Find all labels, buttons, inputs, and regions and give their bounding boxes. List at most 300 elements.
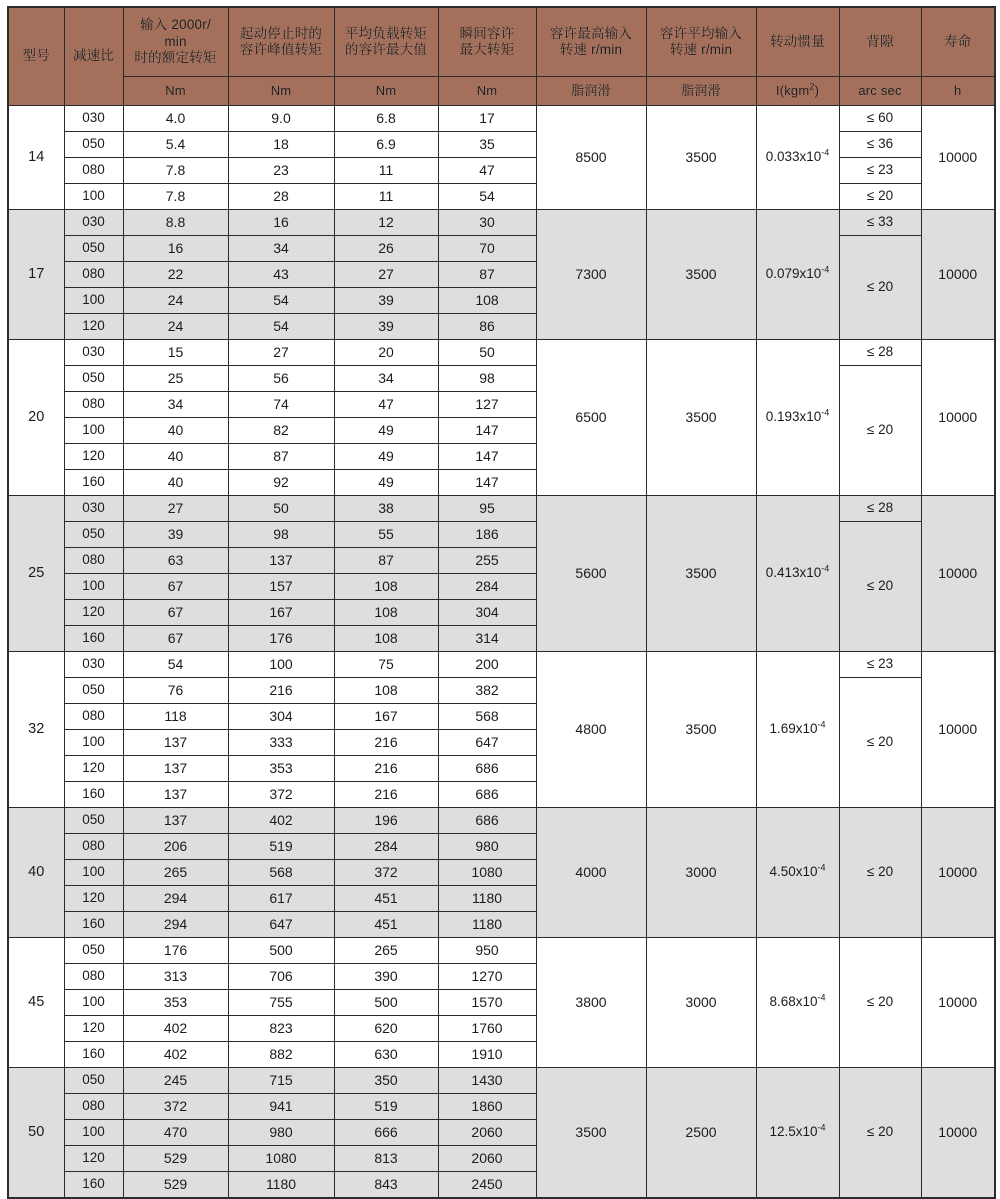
cell-rated-torque: 39 xyxy=(123,522,228,548)
cell-momentary-max-torque: 95 xyxy=(438,496,536,522)
unit-inertia: I(kgm$^2$) xyxy=(756,77,839,106)
cell-rated-torque: 67 xyxy=(123,574,228,600)
header-inertia: 转动惯量 xyxy=(756,7,839,77)
cell-momentary-max-torque: 314 xyxy=(438,626,536,652)
cell-max-input-speed: 7300 xyxy=(536,210,646,340)
cell-avg-load-torque: 350 xyxy=(334,1068,438,1094)
cell-ratio: 080 xyxy=(64,1094,123,1120)
cell-rated-torque: 4.0 xyxy=(123,106,228,132)
unit-peak-torque: Nm xyxy=(228,77,334,106)
cell-ratio: 050 xyxy=(64,1068,123,1094)
cell-rated-torque: 54 xyxy=(123,652,228,678)
cell-life: 10000 xyxy=(921,808,995,938)
cell-rated-torque: 206 xyxy=(123,834,228,860)
cell-peak-torque: 980 xyxy=(228,1120,334,1146)
cell-ratio: 120 xyxy=(64,444,123,470)
cell-momentary-max-torque: 30 xyxy=(438,210,536,236)
cell-momentary-max-torque: 127 xyxy=(438,392,536,418)
cell-avg-load-torque: 390 xyxy=(334,964,438,990)
table-row xyxy=(8,652,995,678)
cell-rated-torque: 34 xyxy=(123,392,228,418)
cell-inertia: $1.69x10^{-4}$ xyxy=(756,652,839,808)
unit-max-input-speed: 脂润滑 xyxy=(536,77,646,106)
cell-peak-torque: 519 xyxy=(228,834,334,860)
table-header xyxy=(8,7,995,106)
cell-momentary-max-torque: 147 xyxy=(438,444,536,470)
cell-peak-torque: 27 xyxy=(228,340,334,366)
cell-peak-torque: 28 xyxy=(228,184,334,210)
cell-momentary-max-torque: 1430 xyxy=(438,1068,536,1094)
table-row xyxy=(8,1068,995,1094)
table-row xyxy=(8,236,995,262)
cell-momentary-max-torque: 255 xyxy=(438,548,536,574)
cell-inertia: $0.193x10^{-4}$ xyxy=(756,340,839,496)
cell-ratio: 120 xyxy=(64,314,123,340)
cell-ratio: 120 xyxy=(64,886,123,912)
unit-avg-load-torque: Nm xyxy=(334,77,438,106)
cell-inertia: $0.033x10^{-4}$ xyxy=(756,106,839,210)
cell-avg-load-torque: 75 xyxy=(334,652,438,678)
header-max-input-speed: 容许最高输入 转速 r/min xyxy=(536,7,646,77)
cell-avg-load-torque: 265 xyxy=(334,938,438,964)
cell-avg-load-torque: 216 xyxy=(334,730,438,756)
cell-peak-torque: 372 xyxy=(228,782,334,808)
cell-rated-torque: 137 xyxy=(123,782,228,808)
cell-ratio: 160 xyxy=(64,1172,123,1199)
cell-peak-torque: 92 xyxy=(228,470,334,496)
cell-peak-torque: 43 xyxy=(228,262,334,288)
cell-life: 10000 xyxy=(921,340,995,496)
cell-avg-load-torque: 372 xyxy=(334,860,438,886)
cell-ratio: 120 xyxy=(64,600,123,626)
header-model: 型号 xyxy=(8,7,64,106)
cell-peak-torque: 1080 xyxy=(228,1146,334,1172)
cell-peak-torque: 98 xyxy=(228,522,334,548)
cell-avg-input-speed: 3500 xyxy=(646,496,756,652)
cell-momentary-max-torque: 686 xyxy=(438,756,536,782)
cell-momentary-max-torque: 2060 xyxy=(438,1120,536,1146)
cell-momentary-max-torque: 54 xyxy=(438,184,536,210)
cell-inertia: $0.079x10^{-4}$ xyxy=(756,210,839,340)
cell-rated-torque: 25 xyxy=(123,366,228,392)
cell-momentary-max-torque: 17 xyxy=(438,106,536,132)
cell-avg-load-torque: 630 xyxy=(334,1042,438,1068)
cell-momentary-max-torque: 70 xyxy=(438,236,536,262)
header-life: 寿命 xyxy=(921,7,995,77)
cell-momentary-max-torque: 186 xyxy=(438,522,536,548)
cell-momentary-max-torque: 382 xyxy=(438,678,536,704)
cell-peak-torque: 9.0 xyxy=(228,106,334,132)
cell-momentary-max-torque: 1180 xyxy=(438,886,536,912)
cell-momentary-max-torque: 2450 xyxy=(438,1172,536,1199)
cell-momentary-max-torque: 200 xyxy=(438,652,536,678)
cell-peak-torque: 167 xyxy=(228,600,334,626)
cell-peak-torque: 333 xyxy=(228,730,334,756)
cell-ratio: 030 xyxy=(64,106,123,132)
cell-avg-load-torque: 38 xyxy=(334,496,438,522)
header-peak-torque: 起动停止时的 容许峰值转矩 xyxy=(228,7,334,77)
cell-backlash: ≤ 20 xyxy=(839,522,921,652)
cell-peak-torque: 137 xyxy=(228,548,334,574)
cell-rated-torque: 7.8 xyxy=(123,158,228,184)
cell-ratio: 030 xyxy=(64,210,123,236)
cell-avg-load-torque: 20 xyxy=(334,340,438,366)
cell-rated-torque: 470 xyxy=(123,1120,228,1146)
table-row xyxy=(8,132,995,158)
cell-rated-torque: 245 xyxy=(123,1068,228,1094)
cell-peak-torque: 353 xyxy=(228,756,334,782)
cell-avg-load-torque: 27 xyxy=(334,262,438,288)
cell-rated-torque: 294 xyxy=(123,886,228,912)
cell-backlash: ≤ 20 xyxy=(839,236,921,340)
cell-ratio: 050 xyxy=(64,132,123,158)
cell-rated-torque: 176 xyxy=(123,938,228,964)
cell-rated-torque: 372 xyxy=(123,1094,228,1120)
cell-momentary-max-torque: 1760 xyxy=(438,1016,536,1042)
cell-max-input-speed: 5600 xyxy=(536,496,646,652)
cell-avg-load-torque: 451 xyxy=(334,912,438,938)
cell-avg-load-torque: 108 xyxy=(334,600,438,626)
cell-avg-load-torque: 666 xyxy=(334,1120,438,1146)
cell-backlash: ≤ 20 xyxy=(839,1068,921,1199)
unit-momentary-max-torque: Nm xyxy=(438,77,536,106)
cell-ratio: 100 xyxy=(64,730,123,756)
cell-max-input-speed: 3500 xyxy=(536,1068,646,1199)
cell-life: 10000 xyxy=(921,1068,995,1199)
cell-ratio: 050 xyxy=(64,938,123,964)
cell-momentary-max-torque: 686 xyxy=(438,808,536,834)
cell-inertia: $8.68x10^{-4}$ xyxy=(756,938,839,1068)
cell-life: 10000 xyxy=(921,652,995,808)
cell-rated-torque: 16 xyxy=(123,236,228,262)
table-row xyxy=(8,808,995,834)
cell-ratio: 160 xyxy=(64,626,123,652)
cell-avg-load-torque: 843 xyxy=(334,1172,438,1199)
cell-peak-torque: 882 xyxy=(228,1042,334,1068)
cell-life: 10000 xyxy=(921,106,995,210)
cell-backlash: ≤ 20 xyxy=(839,184,921,210)
cell-avg-load-torque: 167 xyxy=(334,704,438,730)
cell-ratio: 080 xyxy=(64,158,123,184)
cell-avg-input-speed: 3500 xyxy=(646,652,756,808)
cell-momentary-max-torque: 47 xyxy=(438,158,536,184)
cell-rated-torque: 529 xyxy=(123,1146,228,1172)
cell-inertia: $0.413x10^{-4}$ xyxy=(756,496,839,652)
table-row xyxy=(8,678,995,704)
cell-momentary-max-torque: 1080 xyxy=(438,860,536,886)
cell-inertia: $12.5x10^{-4}$ xyxy=(756,1068,839,1199)
cell-avg-load-torque: 500 xyxy=(334,990,438,1016)
cell-ratio: 050 xyxy=(64,366,123,392)
cell-model: 40 xyxy=(8,808,64,938)
cell-ratio: 080 xyxy=(64,262,123,288)
cell-rated-torque: 40 xyxy=(123,418,228,444)
cell-model: 32 xyxy=(8,652,64,808)
cell-avg-load-torque: 47 xyxy=(334,392,438,418)
header-avg-input-speed: 容许平均输入 转速 r/min xyxy=(646,7,756,77)
cell-peak-torque: 755 xyxy=(228,990,334,1016)
cell-ratio: 100 xyxy=(64,990,123,1016)
cell-peak-torque: 23 xyxy=(228,158,334,184)
cell-avg-load-torque: 39 xyxy=(334,288,438,314)
cell-rated-torque: 402 xyxy=(123,1016,228,1042)
cell-momentary-max-torque: 950 xyxy=(438,938,536,964)
cell-peak-torque: 74 xyxy=(228,392,334,418)
cell-momentary-max-torque: 1860 xyxy=(438,1094,536,1120)
cell-momentary-max-torque: 647 xyxy=(438,730,536,756)
cell-ratio: 080 xyxy=(64,548,123,574)
cell-avg-load-torque: 108 xyxy=(334,626,438,652)
cell-peak-torque: 16 xyxy=(228,210,334,236)
cell-avg-load-torque: 87 xyxy=(334,548,438,574)
cell-avg-load-torque: 108 xyxy=(334,574,438,600)
cell-max-input-speed: 6500 xyxy=(536,340,646,496)
cell-model: 25 xyxy=(8,496,64,652)
cell-avg-load-torque: 451 xyxy=(334,886,438,912)
cell-momentary-max-torque: 1570 xyxy=(438,990,536,1016)
table-body xyxy=(8,106,995,1199)
cell-avg-load-torque: 6.8 xyxy=(334,106,438,132)
cell-ratio: 080 xyxy=(64,704,123,730)
cell-avg-input-speed: 2500 xyxy=(646,1068,756,1199)
cell-ratio: 030 xyxy=(64,496,123,522)
cell-rated-torque: 40 xyxy=(123,470,228,496)
cell-avg-load-torque: 49 xyxy=(334,418,438,444)
unit-life: h xyxy=(921,77,995,106)
cell-ratio: 100 xyxy=(64,184,123,210)
cell-avg-load-torque: 39 xyxy=(334,314,438,340)
cell-momentary-max-torque: 108 xyxy=(438,288,536,314)
unit-avg-input-speed: 脂润滑 xyxy=(646,77,756,106)
header-rated-torque: 输入 2000r/ min 时的额定转矩 xyxy=(123,7,228,77)
cell-peak-torque: 706 xyxy=(228,964,334,990)
cell-ratio: 120 xyxy=(64,1146,123,1172)
cell-peak-torque: 34 xyxy=(228,236,334,262)
cell-avg-load-torque: 216 xyxy=(334,782,438,808)
cell-rated-torque: 40 xyxy=(123,444,228,470)
cell-avg-load-torque: 196 xyxy=(334,808,438,834)
cell-avg-load-torque: 55 xyxy=(334,522,438,548)
cell-ratio: 100 xyxy=(64,288,123,314)
table-row xyxy=(8,366,995,392)
cell-avg-input-speed: 3000 xyxy=(646,938,756,1068)
cell-backlash: ≤ 20 xyxy=(839,678,921,808)
cell-peak-torque: 18 xyxy=(228,132,334,158)
cell-momentary-max-torque: 35 xyxy=(438,132,536,158)
cell-ratio: 120 xyxy=(64,1016,123,1042)
cell-avg-load-torque: 12 xyxy=(334,210,438,236)
cell-life: 10000 xyxy=(921,938,995,1068)
cell-ratio: 100 xyxy=(64,574,123,600)
cell-avg-load-torque: 49 xyxy=(334,470,438,496)
cell-ratio: 160 xyxy=(64,912,123,938)
cell-avg-input-speed: 3500 xyxy=(646,210,756,340)
cell-avg-input-speed: 3500 xyxy=(646,106,756,210)
cell-max-input-speed: 8500 xyxy=(536,106,646,210)
cell-ratio: 030 xyxy=(64,340,123,366)
cell-momentary-max-torque: 86 xyxy=(438,314,536,340)
cell-ratio: 050 xyxy=(64,678,123,704)
cell-momentary-max-torque: 1180 xyxy=(438,912,536,938)
cell-avg-load-torque: 11 xyxy=(334,158,438,184)
table-row xyxy=(8,522,995,548)
cell-ratio: 080 xyxy=(64,392,123,418)
table-row xyxy=(8,210,995,236)
cell-backlash: ≤ 23 xyxy=(839,158,921,184)
cell-model: 50 xyxy=(8,1068,64,1199)
cell-avg-load-torque: 519 xyxy=(334,1094,438,1120)
cell-rated-torque: 24 xyxy=(123,314,228,340)
cell-avg-load-torque: 216 xyxy=(334,756,438,782)
cell-peak-torque: 216 xyxy=(228,678,334,704)
cell-rated-torque: 67 xyxy=(123,626,228,652)
cell-peak-torque: 500 xyxy=(228,938,334,964)
cell-inertia: $4.50x10^{-4}$ xyxy=(756,808,839,938)
cell-ratio: 160 xyxy=(64,782,123,808)
cell-peak-torque: 568 xyxy=(228,860,334,886)
cell-backlash: ≤ 33 xyxy=(839,210,921,236)
cell-rated-torque: 137 xyxy=(123,730,228,756)
cell-momentary-max-torque: 568 xyxy=(438,704,536,730)
cell-avg-load-torque: 284 xyxy=(334,834,438,860)
cell-rated-torque: 353 xyxy=(123,990,228,1016)
table-row xyxy=(8,106,995,132)
cell-rated-torque: 67 xyxy=(123,600,228,626)
cell-backlash: ≤ 20 xyxy=(839,938,921,1068)
cell-ratio: 080 xyxy=(64,964,123,990)
cell-ratio: 050 xyxy=(64,522,123,548)
cell-peak-torque: 54 xyxy=(228,314,334,340)
header-momentary-max-torque: 瞬间容许 最大转矩 xyxy=(438,7,536,77)
cell-backlash: ≤ 23 xyxy=(839,652,921,678)
cell-peak-torque: 87 xyxy=(228,444,334,470)
cell-max-input-speed: 4000 xyxy=(536,808,646,938)
cell-model: 17 xyxy=(8,210,64,340)
cell-ratio: 160 xyxy=(64,1042,123,1068)
cell-avg-load-torque: 813 xyxy=(334,1146,438,1172)
cell-ratio: 120 xyxy=(64,756,123,782)
cell-peak-torque: 941 xyxy=(228,1094,334,1120)
cell-avg-load-torque: 620 xyxy=(334,1016,438,1042)
cell-ratio: 050 xyxy=(64,808,123,834)
cell-ratio: 030 xyxy=(64,652,123,678)
cell-momentary-max-torque: 147 xyxy=(438,470,536,496)
cell-rated-torque: 27 xyxy=(123,496,228,522)
cell-model: 14 xyxy=(8,106,64,210)
cell-momentary-max-torque: 1270 xyxy=(438,964,536,990)
cell-rated-torque: 8.8 xyxy=(123,210,228,236)
cell-backlash: ≤ 28 xyxy=(839,496,921,522)
gearbox-specification-table xyxy=(7,6,996,1199)
cell-avg-load-torque: 34 xyxy=(334,366,438,392)
table-row xyxy=(8,938,995,964)
cell-rated-torque: 137 xyxy=(123,756,228,782)
cell-peak-torque: 100 xyxy=(228,652,334,678)
table-row xyxy=(8,496,995,522)
cell-max-input-speed: 3800 xyxy=(536,938,646,1068)
cell-model: 20 xyxy=(8,340,64,496)
header-ratio: 减速比 xyxy=(64,7,123,106)
cell-ratio: 050 xyxy=(64,236,123,262)
cell-avg-load-torque: 49 xyxy=(334,444,438,470)
cell-life: 10000 xyxy=(921,210,995,340)
cell-momentary-max-torque: 304 xyxy=(438,600,536,626)
cell-backlash: ≤ 20 xyxy=(839,808,921,938)
cell-rated-torque: 76 xyxy=(123,678,228,704)
cell-momentary-max-torque: 1910 xyxy=(438,1042,536,1068)
unit-backlash: arc sec xyxy=(839,77,921,106)
cell-momentary-max-torque: 50 xyxy=(438,340,536,366)
cell-backlash: ≤ 20 xyxy=(839,366,921,496)
cell-peak-torque: 176 xyxy=(228,626,334,652)
cell-rated-torque: 294 xyxy=(123,912,228,938)
cell-momentary-max-torque: 147 xyxy=(438,418,536,444)
unit-rated-torque: Nm xyxy=(123,77,228,106)
cell-peak-torque: 157 xyxy=(228,574,334,600)
cell-rated-torque: 22 xyxy=(123,262,228,288)
table-row xyxy=(8,184,995,210)
cell-peak-torque: 1180 xyxy=(228,1172,334,1199)
cell-momentary-max-torque: 2060 xyxy=(438,1146,536,1172)
cell-backlash: ≤ 60 xyxy=(839,106,921,132)
header-backlash: 背隙 xyxy=(839,7,921,77)
cell-rated-torque: 7.8 xyxy=(123,184,228,210)
cell-ratio: 160 xyxy=(64,470,123,496)
cell-peak-torque: 304 xyxy=(228,704,334,730)
cell-rated-torque: 63 xyxy=(123,548,228,574)
cell-avg-input-speed: 3500 xyxy=(646,340,756,496)
cell-peak-torque: 50 xyxy=(228,496,334,522)
cell-ratio: 100 xyxy=(64,1120,123,1146)
cell-peak-torque: 715 xyxy=(228,1068,334,1094)
cell-avg-load-torque: 11 xyxy=(334,184,438,210)
cell-peak-torque: 82 xyxy=(228,418,334,444)
cell-ratio: 100 xyxy=(64,418,123,444)
cell-peak-torque: 402 xyxy=(228,808,334,834)
cell-peak-torque: 56 xyxy=(228,366,334,392)
cell-peak-torque: 647 xyxy=(228,912,334,938)
cell-rated-torque: 5.4 xyxy=(123,132,228,158)
cell-ratio: 080 xyxy=(64,834,123,860)
cell-rated-torque: 265 xyxy=(123,860,228,886)
cell-life: 10000 xyxy=(921,496,995,652)
cell-momentary-max-torque: 87 xyxy=(438,262,536,288)
header-row-units xyxy=(8,77,995,106)
cell-momentary-max-torque: 686 xyxy=(438,782,536,808)
cell-avg-load-torque: 26 xyxy=(334,236,438,262)
cell-avg-load-torque: 108 xyxy=(334,678,438,704)
cell-rated-torque: 24 xyxy=(123,288,228,314)
cell-rated-torque: 15 xyxy=(123,340,228,366)
table-row xyxy=(8,340,995,366)
cell-peak-torque: 617 xyxy=(228,886,334,912)
cell-avg-input-speed: 3000 xyxy=(646,808,756,938)
cell-rated-torque: 137 xyxy=(123,808,228,834)
header-avg-load-torque: 平均负载转矩 的容许最大值 xyxy=(334,7,438,77)
cell-model: 45 xyxy=(8,938,64,1068)
cell-momentary-max-torque: 284 xyxy=(438,574,536,600)
cell-rated-torque: 529 xyxy=(123,1172,228,1199)
table-row xyxy=(8,158,995,184)
cell-rated-torque: 313 xyxy=(123,964,228,990)
cell-momentary-max-torque: 98 xyxy=(438,366,536,392)
cell-backlash: ≤ 36 xyxy=(839,132,921,158)
header-row-titles xyxy=(8,7,995,77)
cell-max-input-speed: 4800 xyxy=(536,652,646,808)
cell-peak-torque: 54 xyxy=(228,288,334,314)
cell-rated-torque: 118 xyxy=(123,704,228,730)
cell-rated-torque: 402 xyxy=(123,1042,228,1068)
